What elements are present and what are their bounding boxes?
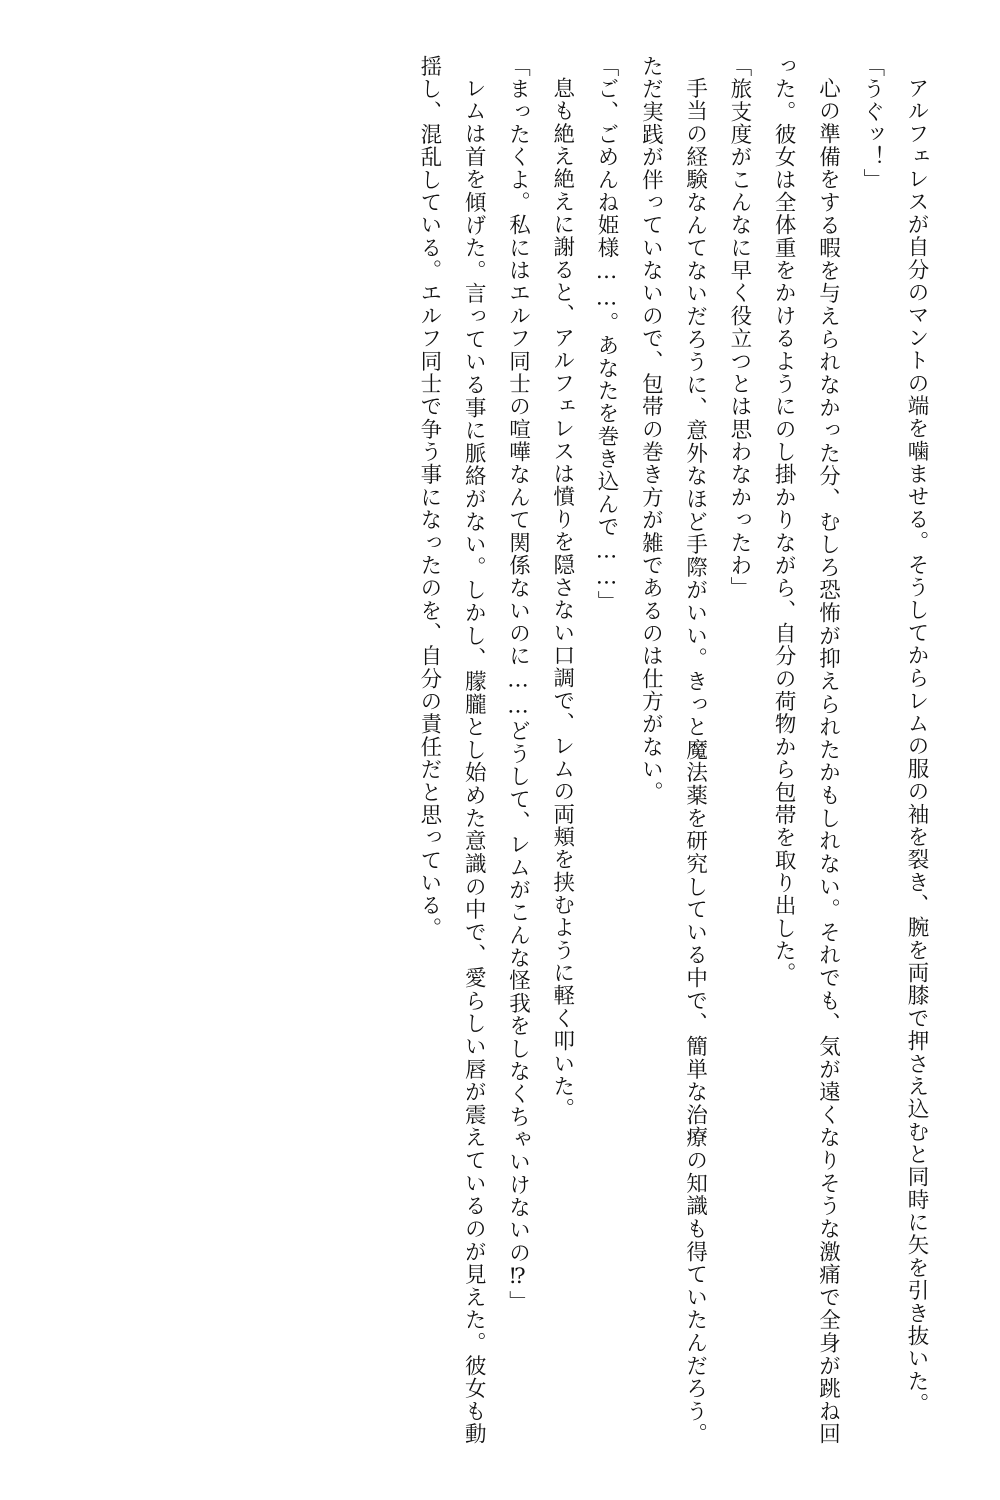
paragraph: 手当の経験なんてないだろうに、意外なほど手際がいい。きっと魔法薬を研究している中で、簡単な治療の知識も得ていたんだろう。ただ実践が伴っていないので、包帯の巻き方が雑であるのは仕方がない。: [638, 55, 708, 1445]
paragraph: 息も絶え絶えに謝ると、アルフェレスは憤りを隠さない口調で、レムの両頬を挟むように軽く叩いた。: [549, 76, 575, 1120]
paragraph: レムは首を傾げた。言っている事に脈絡がない。しかし、朦朧とし始めた意識の中で、愛らしい唇が震えているのが見えた。彼女も動揺し、混乱している。エルフ同士で争う事になったのを、自分の責任だと思っている。: [416, 55, 487, 1445]
paragraph: 心の準備をする暇を与えられなかった分、むしろ恐怖が抑えられたかもしれない。それでも、気が遠くなりそうな激痛で全身が跳ね回った。彼女は全体重をかけるようにのし掛かりながら、自分の荷物から包帯を取り出した。: [771, 55, 841, 1445]
paragraph: 「まったくよ。私にはエルフ同士の喧嘩なんて関係ないのに……どうして、レムがこんな怪我をしなくちゃいけないの⁉」: [505, 55, 531, 1314]
paragraph: 「うぐッ！」: [859, 55, 885, 192]
paragraph: 「ご、ごめんね姫様……。あなたを巻き込んで……」: [594, 55, 620, 614]
vertical-text-body: [62, 55, 938, 1445]
paragraph: アルフェレスが自分のマントの端を噛ませる。そうしてからレムの服の袖を裂き、腕を両膝で押さえ込むと同時に矢を引き抜いた。: [904, 76, 929, 1415]
paragraph: 「旅支度がこんなに早く役立つとは思わなかったわ」: [726, 55, 752, 600]
